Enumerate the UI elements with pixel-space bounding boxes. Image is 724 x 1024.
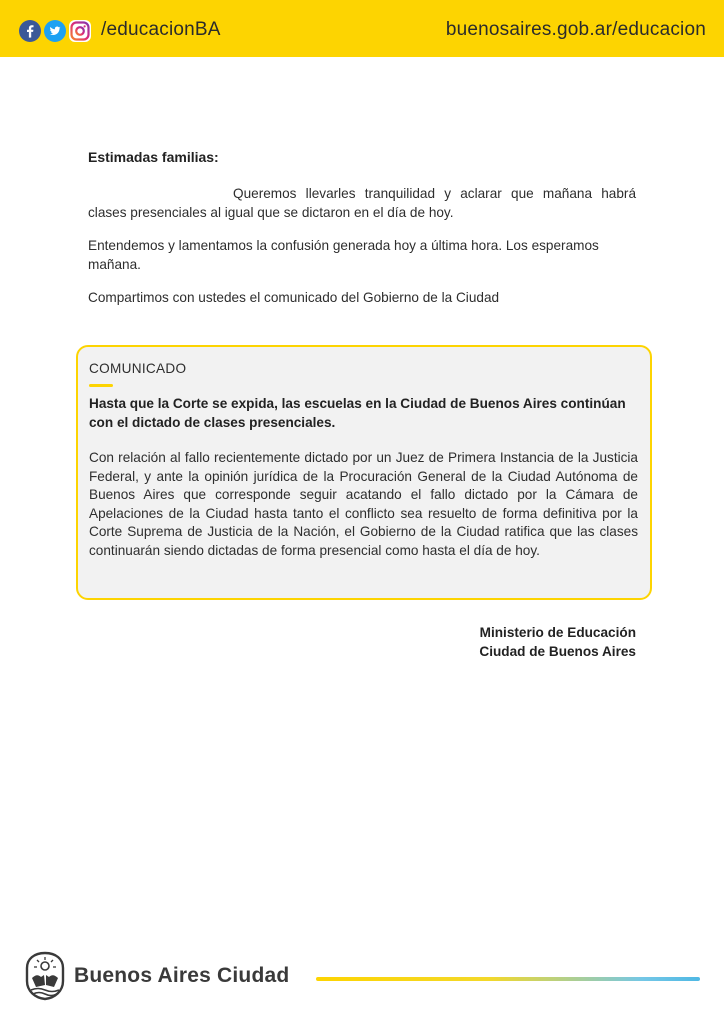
communique-body: Con relación al fallo recientemente dictado por un Juez de Primera Instancia de la Justicia Federal, y ante la opinión jurídica de la Procuración General de la Ciudad Autónoma de Buenos Aires que corresponde seguir acatando el fallo dictado por la Cámara de Apelaciones de la Ciudad hasta tanto el conflicto sea resuelto de forma definitiva por la Corte Suprema de Justicia de la Nación, el Gobierno de la Ciudad ratifica que las clases continuarán siendo dictadas de forma presencial como hasta el día de hoy. — [89, 450, 638, 558]
signature-ministry: Ministerio de Educación — [479, 625, 636, 640]
social-icons — [19, 20, 94, 42]
twitter-icon[interactable] — [44, 20, 66, 42]
header-bar — [0, 0, 724, 57]
signature — [479, 624, 636, 661]
instagram-icon[interactable] — [69, 20, 91, 42]
communique-divider — [89, 384, 113, 387]
social-handle[interactable]: /educacionBA — [101, 19, 221, 40]
paragraph-1-text: Queremos llevarles tranquilidad y aclarar que mañana habrá clases presenciales al igual que se dictaron en el día de hoy. — [88, 186, 636, 220]
facebook-icon[interactable] — [19, 20, 41, 42]
city-shield-icon — [24, 951, 66, 1006]
letter-paragraph-2: Entendemos y lamentamos la confusión generada hoy a última hora. Los esperamos mañana. — [88, 238, 599, 272]
letter-salutation: Estimadas familias: — [88, 149, 219, 165]
communique-headline: Hasta que la Corte se expida, las escuelas en la Ciudad de Buenos Aires continúan con el dictado de clases presenciales. — [89, 396, 626, 430]
footer-gradient-line — [316, 977, 700, 981]
footer-brand: Buenos Aires Ciudad — [74, 964, 290, 987]
website-link[interactable]: buenosaires.gob.ar/educacion — [445, 19, 706, 40]
letter-paragraph-3: Compartimos con ustedes el comunicado del Gobierno de la Ciudad — [88, 290, 500, 305]
communique-box — [76, 345, 652, 600]
communique-label: COMUNICADO — [89, 361, 187, 376]
signature-city: Ciudad de Buenos Aires — [479, 643, 636, 659]
letter-paragraph-1 — [88, 185, 636, 222]
